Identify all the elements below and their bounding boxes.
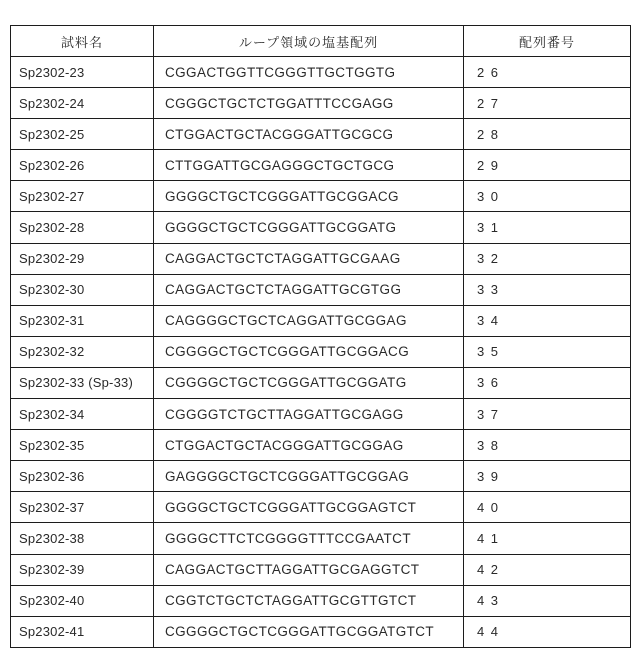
table-row — [11, 367, 631, 398]
table-row — [11, 523, 631, 554]
sequence-cell: CGGGGCTGCTCGGGATTGCGGATG — [154, 367, 464, 398]
sequence-cell: GGGGCTGCTCGGGATTGCGGAGTCT — [154, 492, 464, 523]
sequence-cell: CAGGACTGCTCTAGGATTGCGAAG — [154, 243, 464, 274]
sequence-number-cell: 41 — [464, 523, 631, 554]
sample-name-cell: Sp2302-23 — [11, 57, 154, 88]
sequence-cell: GGGGCTTCTCGGGGTTTCCGAATCT — [154, 523, 464, 554]
table-row — [11, 119, 631, 150]
sequence-cell: CGGACTGGTTCGGGTTGCTGGTG — [154, 57, 464, 88]
sample-name-cell: Sp2302-36 — [11, 461, 154, 492]
sample-name-cell: Sp2302-35 — [11, 430, 154, 461]
table-row — [11, 461, 631, 492]
sample-name-cell: Sp2302-37 — [11, 492, 154, 523]
sample-name-cell: Sp2302-33 (Sp-33) — [11, 367, 154, 398]
table-row — [11, 305, 631, 336]
sample-name-cell: Sp2302-38 — [11, 523, 154, 554]
table-row — [11, 585, 631, 616]
header-loop-region-sequence: ループ領域の塩基配列 — [154, 26, 464, 57]
sample-name-cell: Sp2302-34 — [11, 399, 154, 430]
sequence-number-cell: 30 — [464, 181, 631, 212]
table-row — [11, 336, 631, 367]
sample-name-cell: Sp2302-39 — [11, 554, 154, 585]
table-row — [11, 492, 631, 523]
sequence-number-cell: 33 — [464, 274, 631, 305]
sample-name-cell: Sp2302-26 — [11, 150, 154, 181]
table-row — [11, 243, 631, 274]
header-sample-name: 試料名 — [11, 26, 154, 57]
table-row — [11, 554, 631, 585]
table-row — [11, 430, 631, 461]
sequence-cell: GAGGGGCTGCTCGGGATTGCGGAG — [154, 461, 464, 492]
sequence-number-cell: 29 — [464, 150, 631, 181]
sequence-number-cell: 28 — [464, 119, 631, 150]
sample-name-cell: Sp2302-29 — [11, 243, 154, 274]
sequence-cell: CGGGGTCTGCTTAGGATTGCGAGG — [154, 399, 464, 430]
table-row — [11, 181, 631, 212]
sequence-number-cell: 36 — [464, 367, 631, 398]
sequence-number-cell: 43 — [464, 585, 631, 616]
sequence-cell: CAGGACTGCTTAGGATTGCGAGGTCT — [154, 554, 464, 585]
sequence-number-cell: 27 — [464, 88, 631, 119]
sample-name-cell: Sp2302-24 — [11, 88, 154, 119]
table-body — [11, 57, 631, 648]
sequence-number-cell: 40 — [464, 492, 631, 523]
sequence-cell: CGGGGCTGCTCGGGATTGCGGATGTCT — [154, 616, 464, 647]
sample-name-cell: Sp2302-25 — [11, 119, 154, 150]
sequence-number-cell: 34 — [464, 305, 631, 336]
table-row — [11, 274, 631, 305]
sequence-cell: CGGGGCTGCTCGGGATTGCGGACG — [154, 336, 464, 367]
header-sequence-number: 配列番号 — [464, 26, 631, 57]
sequence-cell: CTGGACTGCTACGGGATTGCGGAG — [154, 430, 464, 461]
table-row — [11, 212, 631, 243]
sequence-number-cell: 39 — [464, 461, 631, 492]
sequence-cell: CGGGCTGCTCTGGATTTCCGAGG — [154, 88, 464, 119]
sequence-number-cell: 32 — [464, 243, 631, 274]
sequence-number-cell: 26 — [464, 57, 631, 88]
sequence-table — [10, 25, 631, 648]
sample-name-cell: Sp2302-31 — [11, 305, 154, 336]
table-row — [11, 399, 631, 430]
sequence-cell: CAGGGGCTGCTCAGGATTGCGGAG — [154, 305, 464, 336]
sequence-cell: CAGGACTGCTCTAGGATTGCGTGG — [154, 274, 464, 305]
table-row — [11, 88, 631, 119]
sample-name-cell: Sp2302-40 — [11, 585, 154, 616]
sample-name-cell: Sp2302-30 — [11, 274, 154, 305]
sequence-number-cell: 31 — [464, 212, 631, 243]
sequence-number-cell: 44 — [464, 616, 631, 647]
table-row — [11, 57, 631, 88]
sequence-cell: CTTGGATTGCGAGGGCTGCTGCG — [154, 150, 464, 181]
header-row — [11, 26, 631, 57]
sequence-number-cell: 37 — [464, 399, 631, 430]
sample-name-cell: Sp2302-32 — [11, 336, 154, 367]
table-header — [11, 26, 631, 57]
sample-name-cell: Sp2302-27 — [11, 181, 154, 212]
sequence-number-cell: 38 — [464, 430, 631, 461]
sample-name-cell: Sp2302-41 — [11, 616, 154, 647]
table-row — [11, 616, 631, 647]
sequence-number-cell: 35 — [464, 336, 631, 367]
sequence-cell: GGGGCTGCTCGGGATTGCGGATG — [154, 212, 464, 243]
sequence-cell: CTGGACTGCTACGGGATTGCGCG — [154, 119, 464, 150]
sequence-number-cell: 42 — [464, 554, 631, 585]
sequence-cell: GGGGCTGCTCGGGATTGCGGACG — [154, 181, 464, 212]
sequence-cell: CGGTCTGCTCTAGGATTGCGTTGTCT — [154, 585, 464, 616]
sample-name-cell: Sp2302-28 — [11, 212, 154, 243]
table-row — [11, 150, 631, 181]
